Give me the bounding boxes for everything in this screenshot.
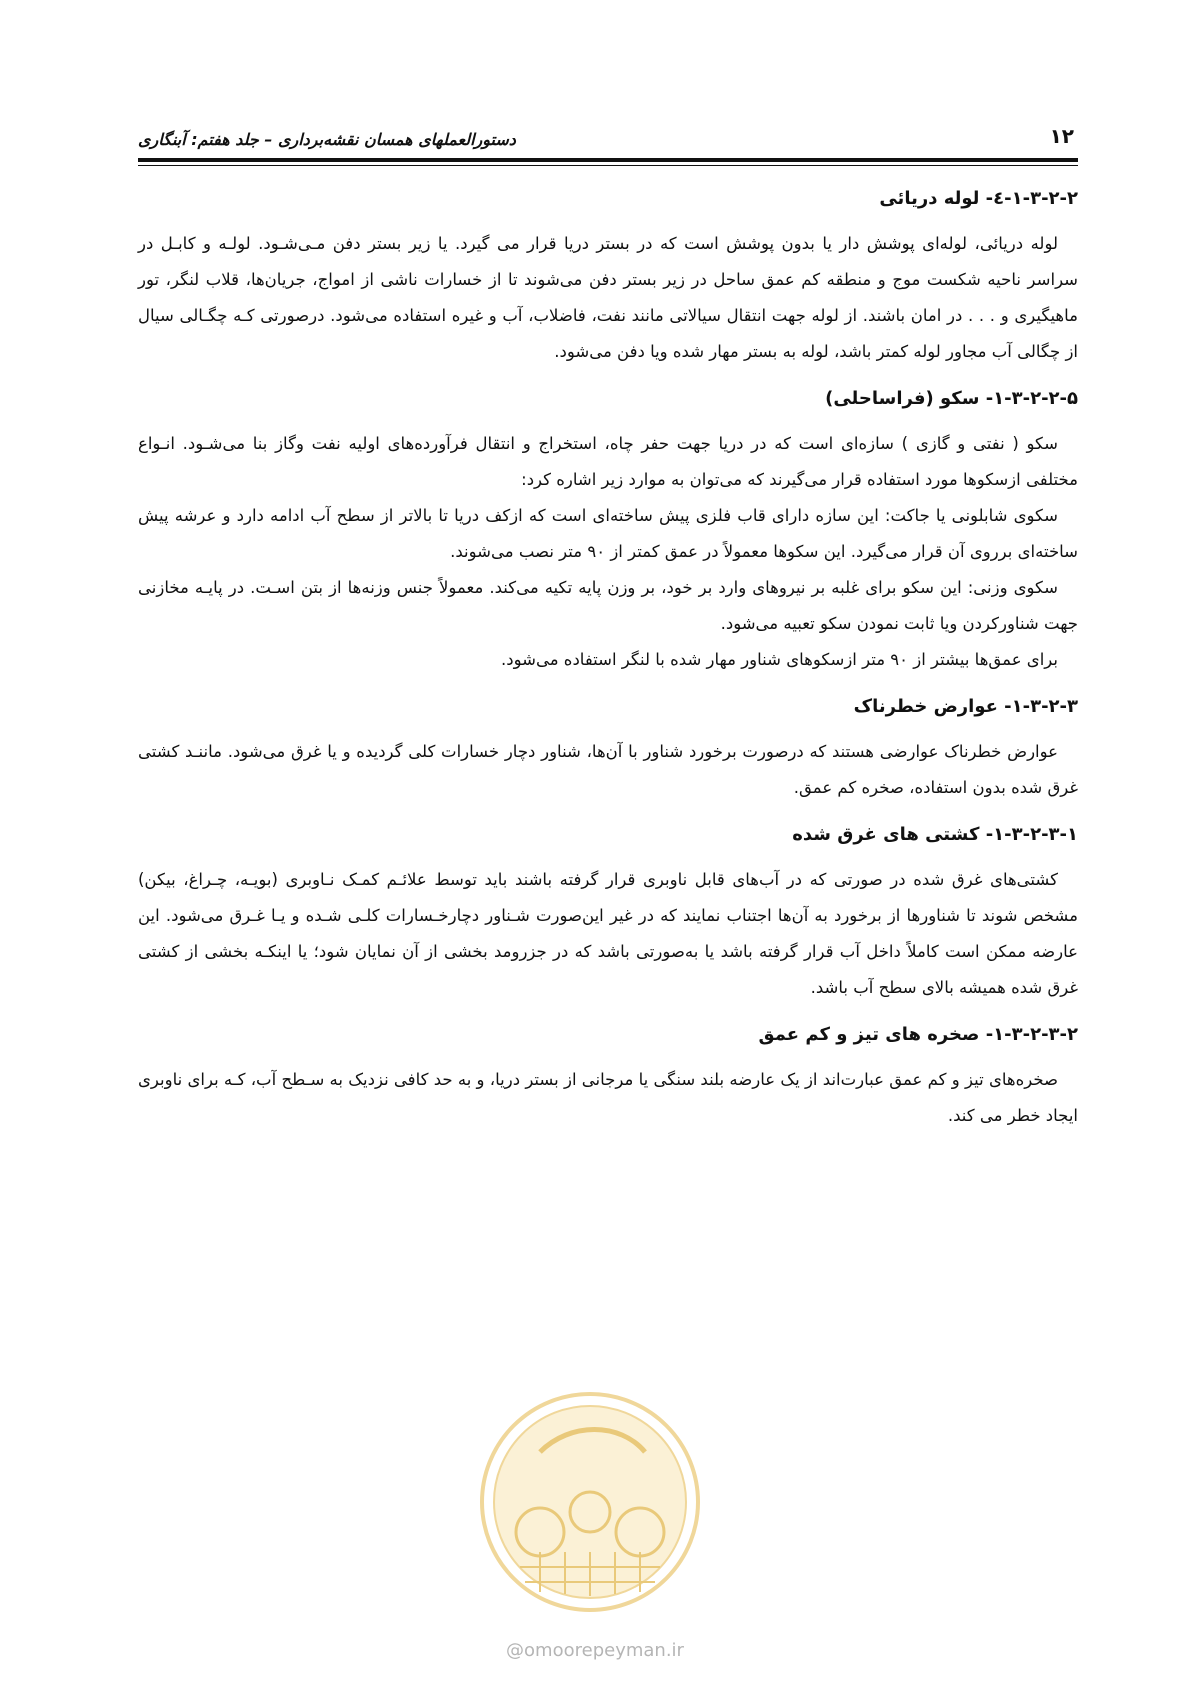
page-header <box>138 118 1078 156</box>
paragraph: کشتی‌های غرق شده در صورتی که در آب‌های قابل ناوبری قرار گرفته باشند باید توسط علائـم کمـک نـاوبری (بویـه، چـراغ، بیکن) مشخص شوند تا شناورها از برخورد به آن‌ها اجتناب نمایند که در غیر این‌صورت شـناور دچارخـسارات کلـی شـده و یـا غـرق می‌شود. این عارضه ممکن است کاملاً داخل آب قرار گرفته باشد یا به‌صورتی باشد که در جزرومد بخشی از آن نمایان شود؛ یا اینکـه بخشی از کشتی غرق شده همیشه بالای سطح آب باشد. <box>138 870 1078 997</box>
section-hazards <box>138 690 1078 806</box>
section-heading: ۱-۳-۲-۲-۵- سکو (فراساحلی) <box>825 388 1078 409</box>
paragraph: صخره‌های تیز و کم عمق عبارت‌اند از یک عارضه بلند سنگی یا مرجانی از بستر دریا، و به حد کافی نزدیک به سـطح آب، کـه برای ناوبری ایجاد خطر می کند. <box>138 1070 1078 1125</box>
watermark-logo <box>470 1382 710 1632</box>
header-rule-thick <box>138 158 1078 162</box>
section-heading: ۱-۳-۲-۲-٤- لوله دریائی <box>879 188 1078 209</box>
section-offshore-platform <box>138 382 1078 678</box>
section-heading: ۱-۳-۲-۳-۱- کشتی های غرق شده <box>792 824 1078 845</box>
section-wrecks <box>138 818 1078 1006</box>
section-heading: ۱-۳-۲-۳- عوارض خطرناک <box>853 696 1078 717</box>
paragraph: برای عمق‌ها بیشتر از ۹۰ متر ازسکوهای شناور مهار شده با لنگر استفاده می‌شود. <box>501 650 1058 669</box>
section-heading: ۱-۳-۲-۳-۲- صخره های تیز و کم عمق <box>758 1024 1078 1045</box>
seal-icon <box>470 1382 710 1632</box>
header-title: دستورالعملهای همسان نقشه‌برداری – جلد هفتم: آبنگاری <box>138 130 516 149</box>
paragraph: عوارض خطرناک عوارضی هستند که درصورت برخورد شناور با آن‌ها، شناور دچار خسارات کلی گردیده و یا غرق می‌شود. ماننـد کشتی غرق شده بدون استفاده، صخره کم عمق. <box>138 742 1078 797</box>
section-rocks <box>138 1018 1078 1134</box>
paragraph: لوله دریائی، لوله‌ای پوشش دار یا بدون پوشش است که در بستر دریا قرار می گیرد. یا زیر بستر دفن مـی‌شـود. لولـه و کابـل در سراسر ناحیه شکست موج و منطقه کم عمق ساحل در زیر بستر دفن می‌شوند تا از خسارات ناشی از امواج، جریان‌ها، قلاب لنگر، تور ماهیگیری و . . . در امان باشند. از لوله جهت انتقال سیالاتی مانند نفت، فاضلاب، آب و غیره استفاده می‌شود. درصورتی کـه چگـالی سیال از چگالی آب مجاور لوله کمتر باشد، لوله به بستر مهار شده ویا دفن می‌شود. <box>138 234 1078 361</box>
body-content <box>138 182 1078 1146</box>
page-number: ۱۲ <box>1049 124 1074 148</box>
watermark-url: @omoorepeyman.ir <box>506 1640 684 1661</box>
section-subsea-pipeline <box>138 182 1078 370</box>
header-rule-thin <box>138 165 1078 166</box>
paragraph: سکوی شابلونی یا جاکت: این سازه دارای قاب فلزی پیش ساخته‌ای است که ازکف دریا تا بالاتر از سطح آب ادامه دارد و عرشه پیش ساخته‌ای برروی آن قرار می‌گیرد. این سکوها معمولاً در عمق کمتر از ۹۰ متر نصب می‌شوند. <box>138 506 1078 561</box>
paragraph: سکو ( نفتی و گازی ) سازه‌ای است که در دریا جهت حفر چاه، استخراج و انتقال فرآورده‌های اولیه نفت وگاز بنا می‌شـود. انـواع مختلفی ازسکوها مورد استفاده قرار می‌گیرند که می‌توان به موارد زیر اشاره کرد: <box>138 434 1078 489</box>
paragraph: سکوی وزنی: این سکو برای غلبه بر نیروهای وارد بر خود، بر وزن پایه تکیه می‌کند. معمولاً جنس وزنه‌ها از بتن اسـت. در پایـه مخازنی جهت شناورکردن ویا ثابت نمودن سکو تعبیه می‌شود. <box>138 578 1078 633</box>
